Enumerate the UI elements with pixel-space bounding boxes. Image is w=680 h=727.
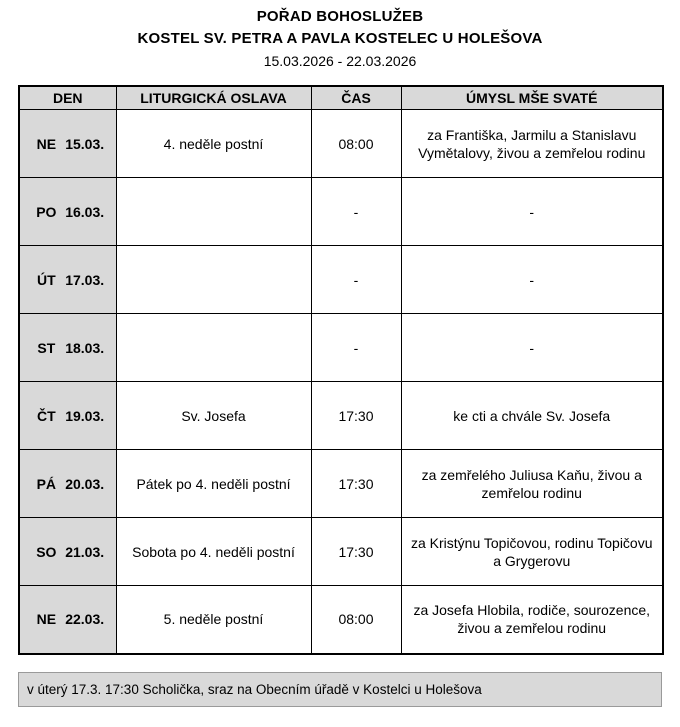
- intention-cell: ke cti a chvále Sv. Josefa: [401, 382, 663, 450]
- day-cell: [19, 450, 116, 518]
- church-name: KOSTEL SV. PETRA A PAVLA KOSTELEC U HOLEŠOVA: [137, 30, 543, 47]
- time-cell: -: [311, 178, 401, 246]
- celebration-cell: Sobota po 4. neděli postní: [116, 518, 311, 586]
- table-row: [19, 382, 663, 450]
- table-row: [19, 518, 663, 586]
- column-header-umysl: ÚMYSL MŠE SVATÉ: [401, 86, 663, 110]
- column-header-den: DEN: [19, 86, 116, 110]
- time-cell: -: [311, 246, 401, 314]
- day-cell: [19, 586, 116, 654]
- intention-cell: za Josefa Hlobila, rodiče, sourozence, živou a zemřelou rodinu: [401, 586, 663, 654]
- time-cell: 08:00: [311, 110, 401, 178]
- intention-cell: za Kristýnu Topičovou, rodinu Topičovu a Grygerovu: [401, 518, 663, 586]
- day-abbr: SO: [36, 543, 57, 560]
- celebration-cell: Pátek po 4. neděli postní: [116, 450, 311, 518]
- celebration-cell: [116, 246, 311, 314]
- day-abbr: ST: [37, 339, 56, 356]
- celebration-cell: [116, 178, 311, 246]
- time-cell: 08:00: [311, 586, 401, 654]
- document-header: [18, 8, 662, 69]
- intention-cell: -: [401, 178, 663, 246]
- day-cell: [19, 246, 116, 314]
- day-date: 16.03.: [65, 203, 105, 220]
- header-row: [19, 86, 663, 110]
- celebration-cell: [116, 314, 311, 382]
- table-row: [19, 450, 663, 518]
- time-cell: 17:30: [311, 518, 401, 586]
- schedule-table: [18, 85, 664, 655]
- time-cell: -: [311, 314, 401, 382]
- day-abbr: NE: [36, 135, 57, 152]
- table-row: [19, 314, 663, 382]
- table-row: [19, 178, 663, 246]
- intention-cell: za zemřelého Juliusa Kaňu, živou a zemřelou rodinu: [401, 450, 663, 518]
- day-abbr: NE: [36, 611, 57, 628]
- celebration-cell: 4. neděle postní: [116, 110, 311, 178]
- celebration-cell: Sv. Josefa: [116, 382, 311, 450]
- day-date: 18.03.: [65, 339, 105, 356]
- intention-cell: -: [401, 246, 663, 314]
- day-date: 17.03.: [65, 271, 105, 288]
- time-cell: 17:30: [311, 450, 401, 518]
- column-header-liturgicka-oslava: LITURGICKÁ OSLAVA: [116, 86, 311, 110]
- day-date: 19.03.: [65, 407, 105, 424]
- day-abbr: PO: [36, 203, 57, 220]
- intention-cell: -: [401, 314, 663, 382]
- footer-note: v úterý 17.3. 17:30 Scholička, sraz na Obecním úřadě v Kostelci u Holešova: [18, 672, 662, 707]
- day-date: 15.03.: [65, 135, 105, 152]
- table-row: [19, 246, 663, 314]
- day-abbr: ÚT: [36, 271, 56, 288]
- day-cell: [19, 314, 116, 382]
- column-header-cas: ČAS: [311, 86, 401, 110]
- celebration-cell: 5. neděle postní: [116, 586, 311, 654]
- time-cell: 17:30: [311, 382, 401, 450]
- table-row: [19, 586, 663, 654]
- table-row: [19, 110, 663, 178]
- day-cell: [19, 110, 116, 178]
- day-abbr: PÁ: [36, 475, 57, 492]
- page-title: POŘAD BOHOSLUŽEB: [256, 8, 424, 25]
- intention-cell: za Františka, Jarmilu a Stanislavu Vymětalovy, živou a zemřelou rodinu: [401, 110, 663, 178]
- date-range: 15.03.2026 - 22.03.2026: [263, 53, 417, 69]
- day-cell: [19, 382, 116, 450]
- day-date: 22.03.: [65, 611, 105, 628]
- day-cell: [19, 518, 116, 586]
- day-cell: [19, 178, 116, 246]
- day-abbr: ČT: [36, 407, 56, 424]
- day-date: 20.03.: [65, 475, 105, 492]
- day-date: 21.03.: [65, 543, 105, 560]
